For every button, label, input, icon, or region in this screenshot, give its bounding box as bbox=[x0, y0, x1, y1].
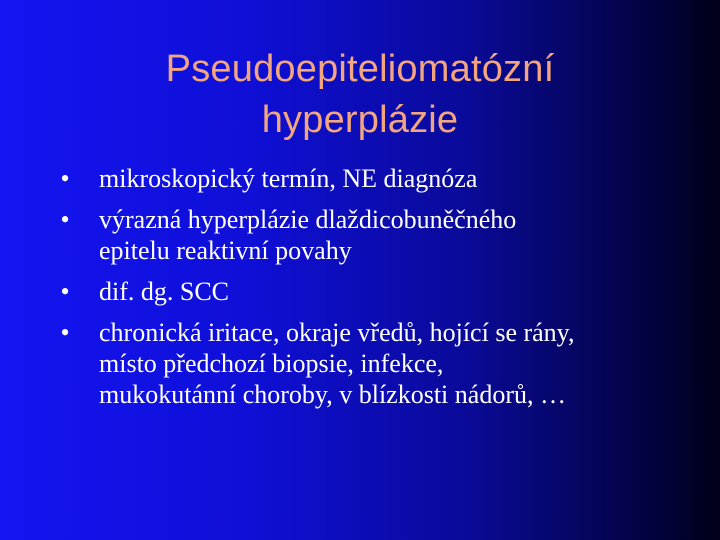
bullet-line: výrazná hyperplázie dlaždicobuněčného bbox=[99, 205, 517, 234]
bullet-icon: • bbox=[60, 277, 70, 306]
bullet-line: epitelu reaktivní povahy bbox=[99, 236, 352, 265]
bullet-item bbox=[55, 204, 705, 266]
bullet-icon: • bbox=[60, 318, 70, 347]
bullet-item bbox=[55, 276, 705, 307]
title-line-1: Pseudoepiteliomatózní bbox=[165, 48, 555, 90]
bullet-item bbox=[55, 317, 705, 410]
bullet-item bbox=[55, 163, 705, 194]
bullet-line: místo předchozí biopsie, infekce, bbox=[99, 349, 444, 378]
bullet-icon: • bbox=[60, 164, 70, 193]
bullet-icon: • bbox=[60, 205, 70, 234]
bullet-line: chronická iritace, okraje vředů, hojící se rány, bbox=[99, 318, 575, 347]
bullet-line: dif. dg. SCC bbox=[99, 277, 230, 306]
bullet-line: mukokutánní choroby, v blízkosti nádorů, … bbox=[99, 380, 566, 409]
bullet-line: mikroskopický termín, NE diagnóza bbox=[99, 164, 478, 193]
title-line-2: hyperplázie bbox=[261, 99, 459, 141]
bullet-list bbox=[55, 163, 705, 420]
slide-title bbox=[0, 44, 720, 146]
